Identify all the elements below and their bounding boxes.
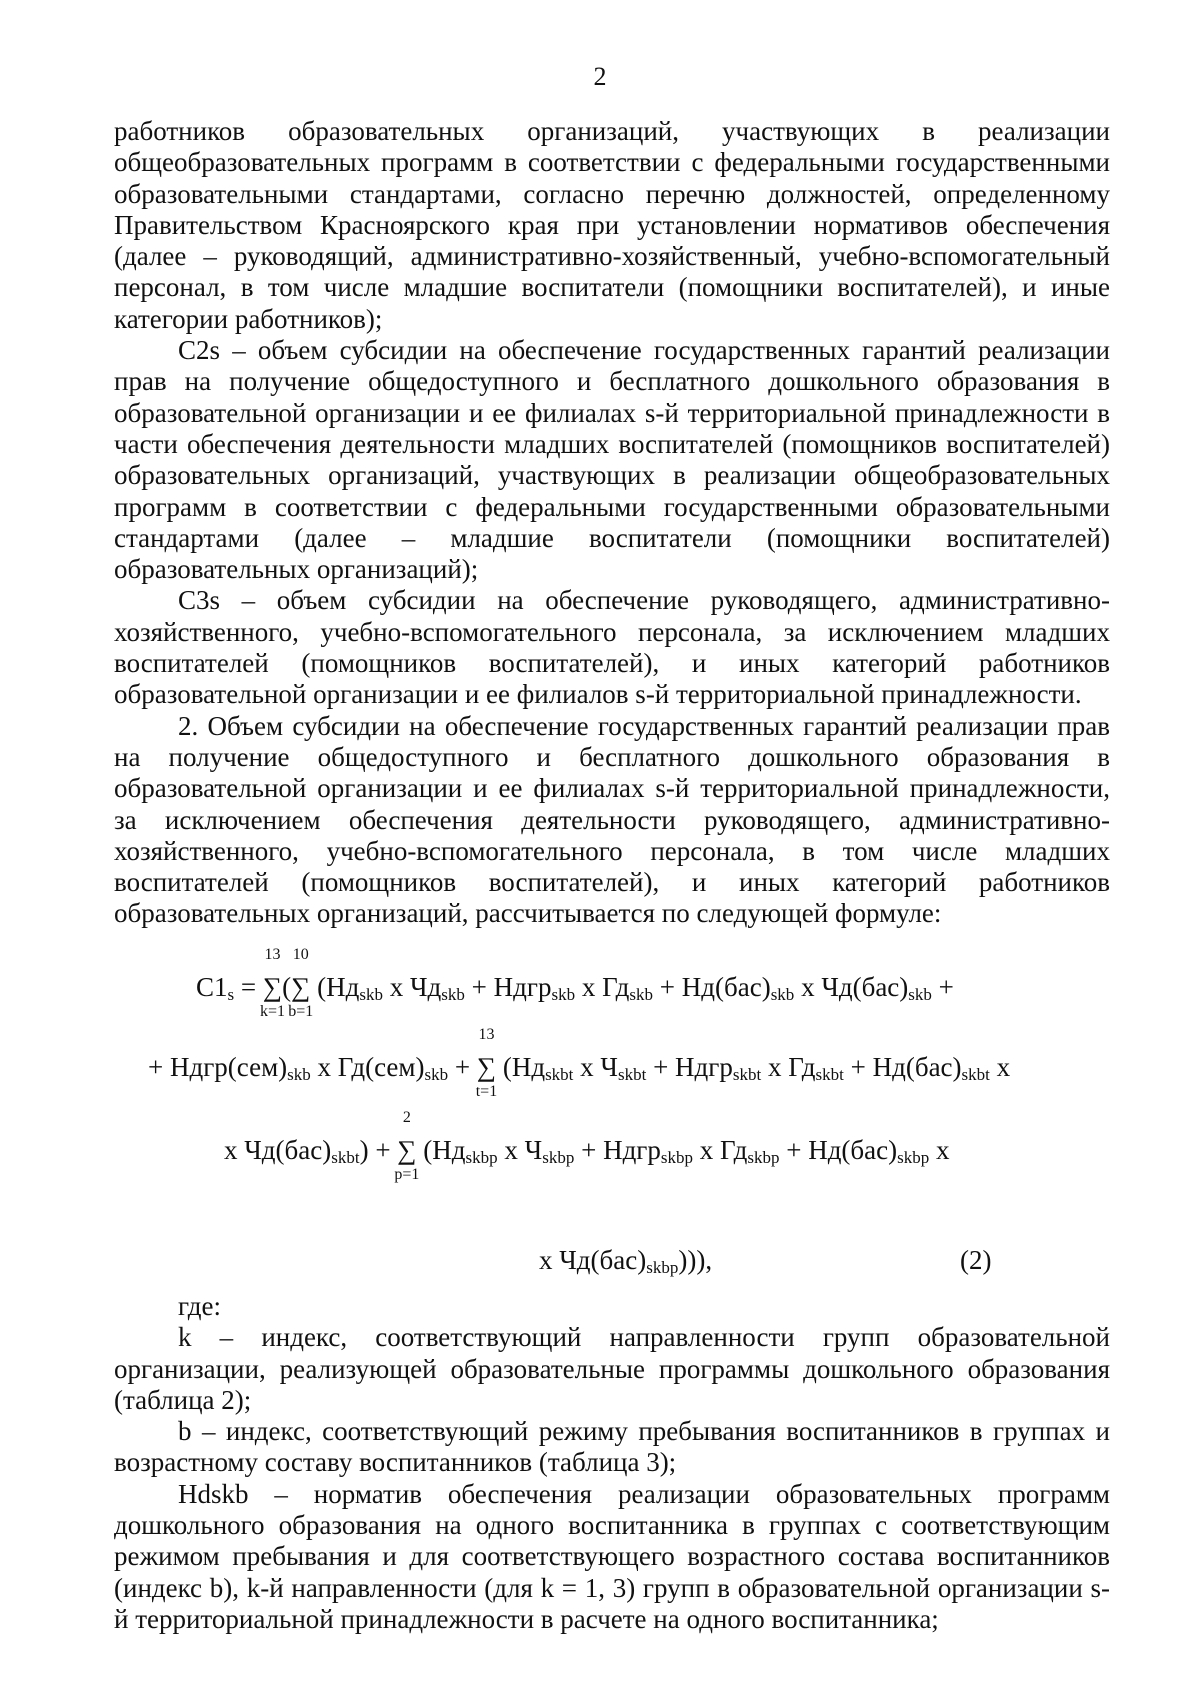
paragraph-hdskb: Hdskb – норматив обеспечения реализации образовательных программ дошкольного образования на одного воспитанника в группах с соответствующим режимом пребывания и для соответствующего возрастного состава воспитанников (индекс b), k-й направленности (для k = 1, 3) групп в образовательной организации s-й территориальной принадлежности в расчете на одного воспитанника; <box>114 1478 1110 1634</box>
paragraph-c2s: C2s – объем субсидии на обеспечение государственных гарантий реализации прав на получение общедоступного и бесплатного дошкольного образования в образовательной организации и ее филиалах s-й территориальной принадлежности в части обеспечения деятельности младших воспитателей (помощников воспитателей) образовательных организаций, участвующих в реализации общеобразовательных программ в соответствии с федеральными государственными образовательными стандартами (далее – младшие воспитатели (помощники воспитателей) образовательных организаций); <box>114 335 1110 585</box>
sum-symbol-t: 13 ∑ t=1 <box>475 1026 498 1100</box>
sum-symbol-p: 2 ∑ p=1 <box>394 1109 420 1183</box>
paragraph-c3s: C3s – объем субсидии на обеспечение руководящего, административно-хозяйственного, учебно-вспомогательного персонала, за исключением младших воспитателей (помощников воспитателей), и иных категорий работников образовательной организации и ее филиалов s-й территориальной принадлежности. <box>114 585 1110 710</box>
equation-number: (2) <box>960 1245 992 1275</box>
sum-symbol-b: 10 ∑ b=1 <box>288 946 314 1020</box>
paragraph-index-k: k – индекс, соответствующий направленности групп образовательной организации, реализующей образовательные программы дошкольного образования (таблица 2); <box>114 1322 1110 1415</box>
sum-symbol-k: 13 ∑ k=1 <box>259 946 286 1020</box>
formula-line-2: + $Ндгр(сем)_{skb}$ х $Гд(сем)_{skb}$ + 13 ∑ t=1 ($Нд_{skbt}$ х $Ч_{skbt}$ + Ндгр$_{skbt}$ х $Гд_{skbt} + Нд(бас)_{skbt}$ х <box>148 1026 1011 1100</box>
text-block-top <box>114 116 1110 930</box>
text-block-bottom <box>114 1291 1110 1635</box>
page-number: 2 <box>593 62 607 91</box>
paragraph-where: где: <box>178 1291 221 1321</box>
paragraph-item-2: 2. Объем субсидии на обеспечение государственных гарантий реализации прав на получение общедоступного и бесплатного дошкольного образования в образовательной организации и ее филиалах s-й территориальной принадлежности, за исключением обеспечения деятельности руководящего, административно-хозяйственного, учебно-вспомогательного персонала, в том числе младших воспитателей (помощников воспитателей), и иных категорий работников образовательных организаций, рассчитывается по следующей формуле: <box>114 710 1110 929</box>
formula-line-4: х $Чд(бас)_{skbp}$))), <box>539 1245 713 1277</box>
paragraph-index-b: b – индекс, соответствующий режиму пребывания воспитанников в группах и возрастному составу воспитанников (таблица 3); <box>114 1416 1110 1478</box>
paragraph-continuation: работников образовательных организаций, участвующих в реализации общеобразовательных программ в соответствии с федеральными государственными образовательными стандартами, согласно перечню должностей, определенному Правительством Красноярского края при установлении нормативов обеспечения (далее – руководящий, административно-хозяйственный, учебно-вспомогательный персонал, в том числе младшие воспитатели (помощники воспитателей), и иные категории работников); <box>114 116 1110 334</box>
formula-line-3: х $Чд(бас)_{skbt}$) + 2 ∑ p=1 ($Нд_{skbp}$ х $Ч_{skbp}$ + Ндгр$_{skbp}$ х $Гд_{skbp} + Нд(бас)_{skbp}$ х <box>224 1109 950 1183</box>
formula-line-1: $C1_s$ = 13 ∑ k=1 ( 10 ∑ b=1 ($Нд_{skb}$ х $Чд_{skb}$ + Ндгр$_{skb}$ х $Гд_{skb} + Нд(бас)_{skb}$ х $Чд(бас)_{skb}$ + <box>196 946 954 1020</box>
